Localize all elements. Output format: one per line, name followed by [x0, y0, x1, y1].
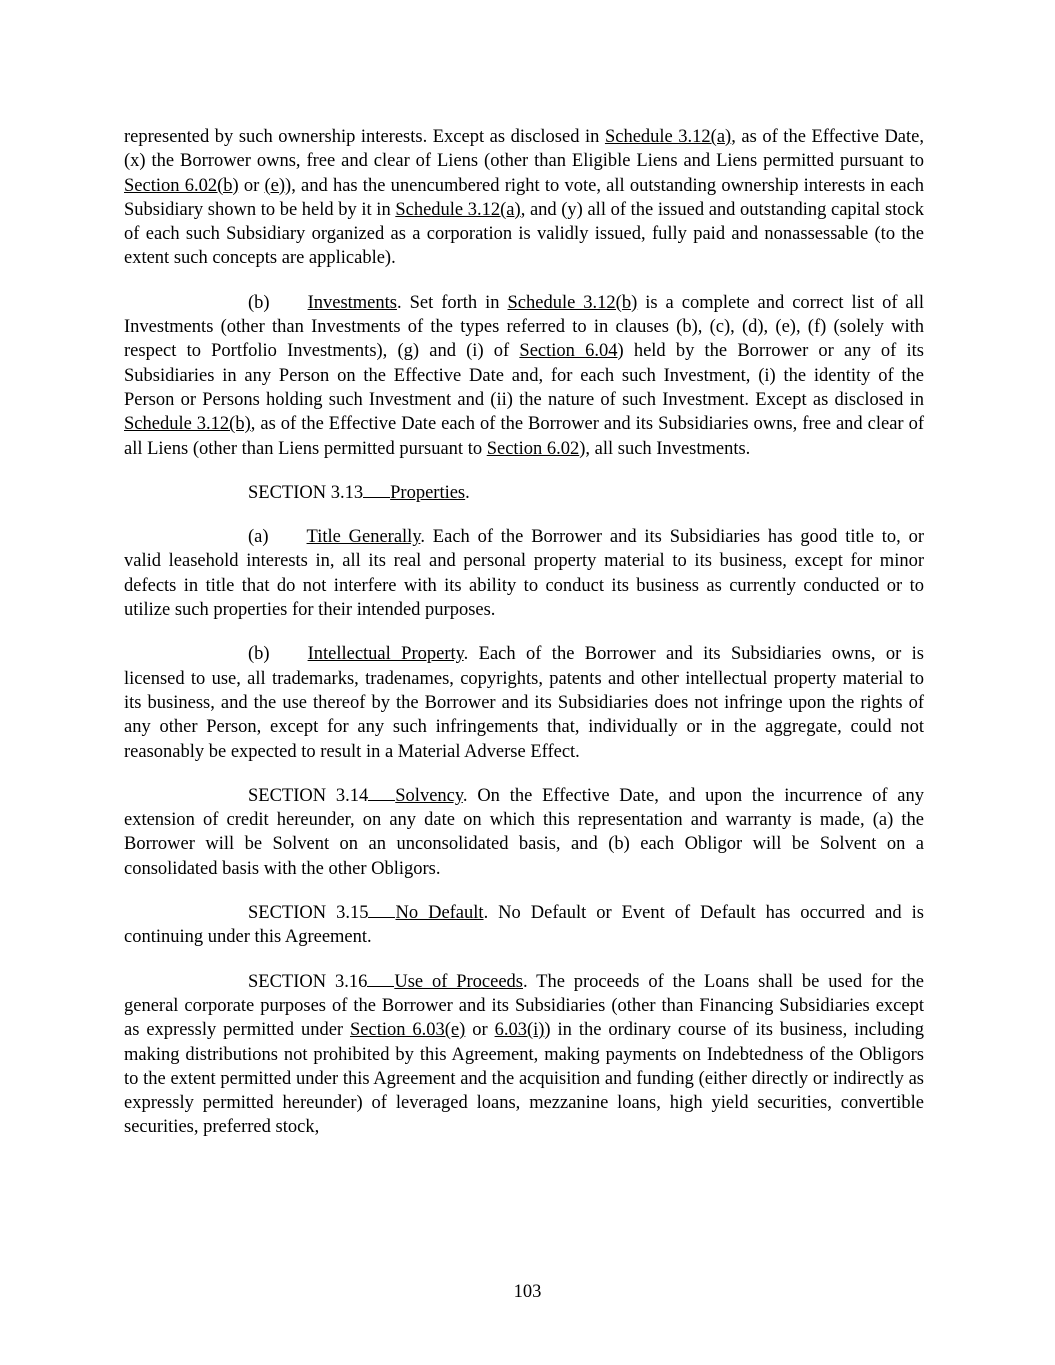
schedule-3-12-b-reference: Schedule 3.12(b) — [507, 292, 638, 313]
section-title-properties: Properties — [390, 482, 466, 503]
paragraph-title-generally: (a) Title Generally. Each of the Borrower and its Subsidiaries has good title to, or valid leasehold interests in, all its real and personal property material to its business, except for minor defects in title that do not interfere with its ability to conduct its business as currently conducted or to utilize such properties for their intended purposes. — [124, 527, 924, 621]
section-6-03-i-reference: 6.03(i) — [494, 1020, 545, 1041]
section-3-14-solvency: SECTION 3.14 Solvency. On the Effective Date, and upon the incurrence of any extension of credit hereunder, on any date on which this representation and warranty is made, (a) the Borrower will be Solvent on an unconsolidated basis, and (b) each Obligor will be Solvent on a consolidated basis with the other Obligors. — [124, 785, 924, 879]
page-number: 103 — [513, 1282, 542, 1302]
schedule-3-12-a-reference: Schedule 3.12(a) — [395, 199, 521, 220]
clause-label: (a) — [248, 527, 269, 548]
clause-heading-intellectual-property: Intellectual Property — [307, 644, 464, 665]
section-3-15-no-default: SECTION 3.15 No Default. No Default or Event of Default has occurred and is continuing under this Agreement. — [124, 903, 924, 948]
section-title-solvency: Solvency — [395, 785, 463, 806]
schedule-3-12-b-reference: Schedule 3.12(b) — [124, 414, 251, 435]
paragraph-ownership-interests: represented by such ownership interests. Except as disclosed in Schedule 3.12(a), as of the Effective Date, (x) the Borrower owns, free and clear of Liens (other than Eligible Liens and Liens permitted pursuant to Section 6.02(b) or (e)), and has the unencumbered right to vote, all outstanding ownership interests in each Subsidiary shown to be held by it in Schedule 3.12(a), and (y) all of the issued and outstanding capital stock of each such Subsidiary organized as a corporation is validly issued, fully paid and nonassessable (to the extent such concepts are applicable). — [124, 127, 925, 269]
clause-heading-investments: Investments — [307, 292, 397, 313]
section-number: SECTION 3.14 — [248, 785, 369, 806]
clause-label: (b) — [248, 292, 270, 313]
section-number: SECTION 3.15 — [248, 903, 369, 924]
section-number: SECTION 3.16 — [248, 971, 368, 992]
section-title-no-default: No Default — [395, 903, 484, 924]
section-3-13-heading: SECTION 3.13 Properties. — [248, 482, 470, 503]
section-6-04-reference: Section 6.04 — [519, 341, 618, 362]
document-body — [124, 125, 924, 1160]
paragraph-intellectual-property: (b) Intellectual Property. Each of the Borrower and its Subsidiaries owns, or is licensed to use, all trademarks, tradenames, copyrights, patents and other intellectual property material to its business, and the use thereof by the Borrower and its Subsidiaries does not infringe upon the rights of any other Person, except for any such infringements that, individually or in the aggregate, could not reasonably be expected to result in a Material Adverse Effect. — [124, 644, 924, 762]
section-number: SECTION 3.13 — [248, 482, 364, 503]
section-title-use-of-proceeds: Use of Proceeds — [394, 971, 524, 992]
clause-heading-title-generally: Title Generally — [306, 527, 421, 548]
section-6-02-reference: Section 6.02 — [486, 438, 580, 459]
clause-e-reference: (e) — [264, 175, 286, 196]
clause-label: (b) — [248, 644, 270, 665]
paragraph-investments: (b) Investments. Set forth in Schedule 3.12(b) is a complete and correct list of all Investments (other than Investments of the types referred to in clauses (b), (c), (d), (e), (f) (solely with respect to Portfolio Investments), (g) and (i) of Section 6.04) held by the Borrower or any of its Subsidiaries in any Person on the Effective Date and, for each such Investment, (i) the identity of the Person or Persons holding such Investment and (ii) the nature of such Investment. Except as disclosed in Schedule 3.12(b), as of the Effective Date each of the Borrower and its Subsidiaries owns, free and clear of all Liens (other than Liens permitted pursuant to Section 6.02), all such Investments. — [124, 292, 925, 459]
section-3-16-use-of-proceeds: SECTION 3.16 Use of Proceeds. The proceeds of the Loans shall be used for the general corporate purposes of the Borrower and its Subsidiaries (other than Financing Subsidiaries except as expressly permitted under Section 6.03(e) or 6.03(i)) in the ordinary course of its business, including making distributions not prohibited by this Agreement, making payments on Indebtedness of the Obligors to the extent permitted under this Agreement and the acquisition and funding (either directly or indirectly as expressly permitted hereunder) of leveraged loans, mezzanine loans, high yield securities, convertible securities, preferred stock, — [124, 971, 924, 1138]
section-6-02-b-reference: Section 6.02(b) — [124, 175, 239, 196]
schedule-3-12-a-reference: Schedule 3.12(a) — [604, 127, 732, 147]
section-6-03-e-reference: Section 6.03(e) — [349, 1020, 466, 1041]
